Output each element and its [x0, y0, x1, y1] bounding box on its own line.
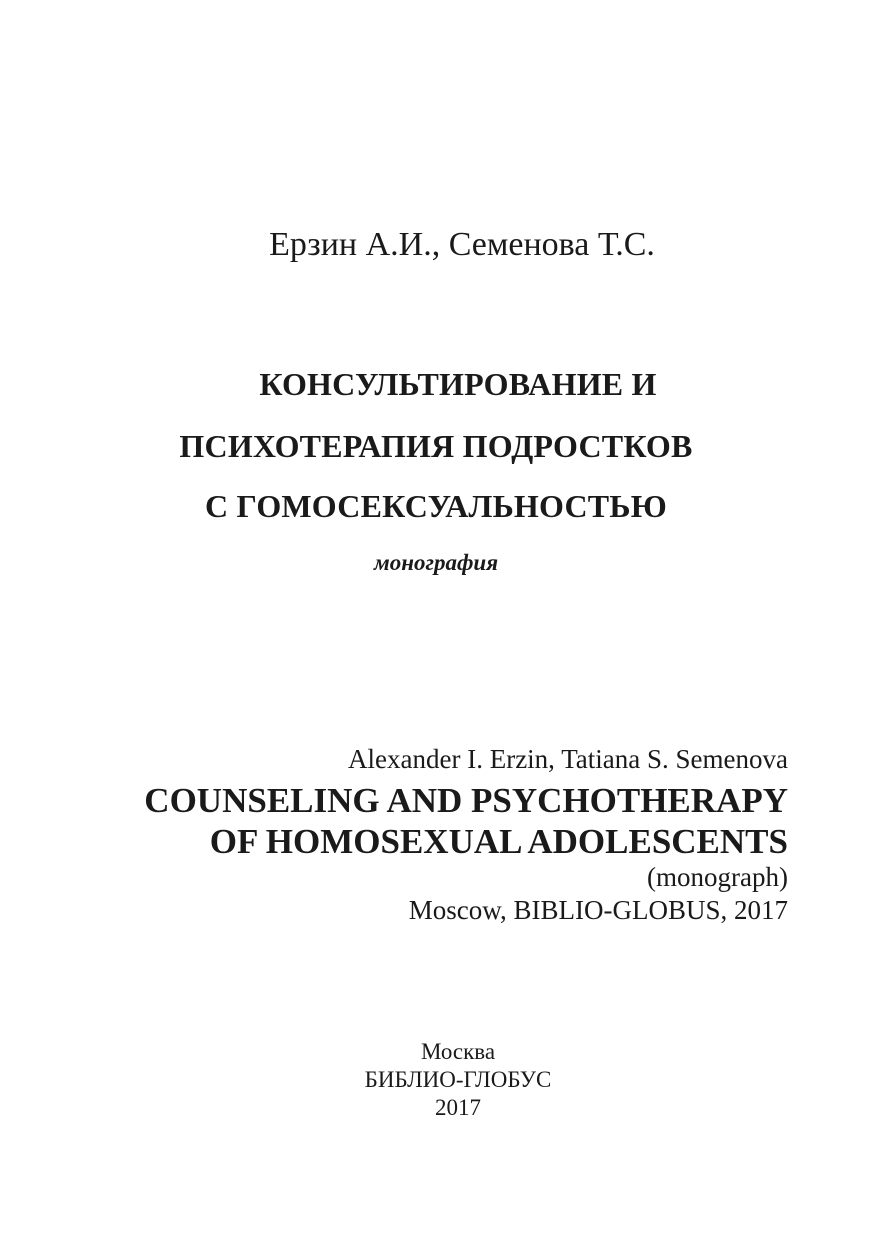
authors-english: Alexander I. Erzin, Tatiana S. Semenova [348, 744, 788, 774]
title-english-line-1: COUNSELING AND PSYCHOTHERAPY [144, 781, 788, 820]
imprint-year: 2017 [435, 1095, 481, 1120]
authors-russian: Ерзин А.И., Семенова Т.С. [269, 226, 655, 263]
subtitle-english: (monograph) [647, 862, 788, 892]
title-russian-line-3: С ГОМОСЕКСУАЛЬНОСТЬЮ [205, 488, 667, 524]
imprint-english: Moscow, BIBLIO-GLOBUS, 2017 [408, 895, 788, 925]
title-russian-line-1: КОНСУЛЬТИРОВАНИЕ И [259, 366, 657, 402]
subtitle-russian: монография [373, 550, 499, 575]
imprint-city: Москва [420, 1039, 496, 1064]
title-russian-line-2: ПСИХОТЕРАПИЯ ПОДРОСТКОВ [179, 428, 693, 464]
imprint-publisher: БИБЛИО-ГЛОБУС [364, 1067, 552, 1092]
title-english-line-2: OF HOMOSEXUAL ADOLESCENTS [209, 822, 788, 861]
